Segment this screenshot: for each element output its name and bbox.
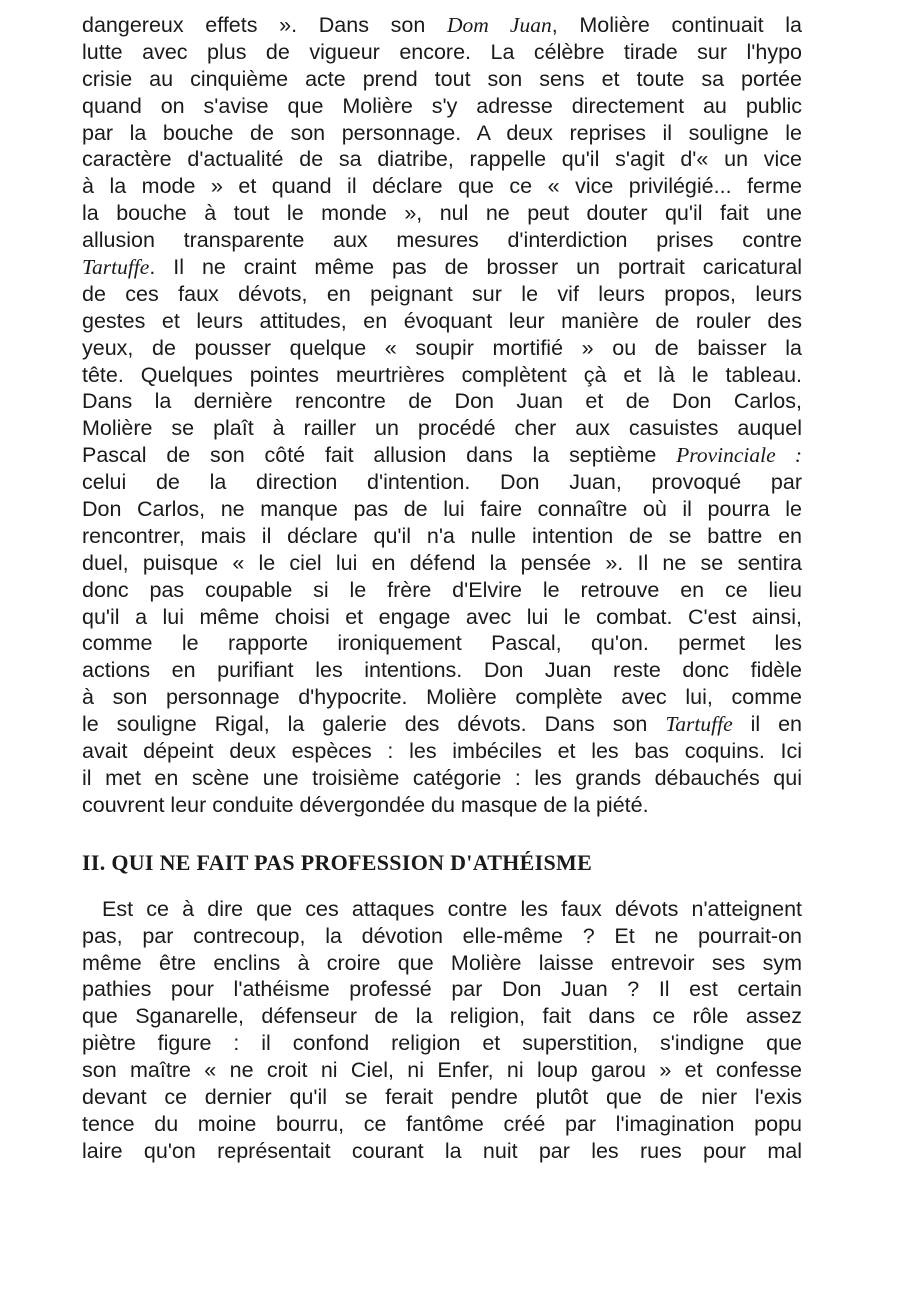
text-run: il en	[732, 712, 802, 737]
text-line: actions en purifiant les intentions. Don Juan reste donc fidèle	[82, 658, 802, 683]
italic-title: Dom Juan	[447, 13, 552, 37]
text-line: piètre figure : il confond religion et superstition, s'indigne que	[82, 1031, 802, 1056]
text-line: Est ce à dire que ces attaques contre les faux dévots n'atteignent	[102, 896, 802, 921]
text-line: allusion transparente aux mesures d'interdiction prises contre	[82, 228, 802, 253]
text-line: Don Carlos, ne manque pas de lui faire connaître où il pourra le	[82, 497, 802, 522]
text-line: à la mode » et quand il déclare que ce « vice privilégié... ferme	[82, 174, 802, 199]
text-line: comme le rapporte ironiquement Pascal, qu'on. permet les	[82, 631, 802, 656]
text-line	[82, 711, 802, 738]
text-line: devant ce dernier qu'il se ferait pendre plutôt que de nier l'exis	[82, 1084, 802, 1109]
text-line: son maître « ne croit ni Ciel, ni Enfer, ni loup garou » et confesse	[82, 1058, 802, 1083]
text-line: rencontrer, mais il déclare qu'il n'a nulle intention de se battre en	[82, 523, 802, 548]
text-line: pathies pour l'athéisme professé par Don Juan ? Il est certain	[82, 977, 802, 1002]
text-line: caractère d'actualité de sa diatribe, rappelle qu'il s'agit d'« un vice	[82, 147, 802, 172]
text-run: . Il ne craint même pas de brosser un portrait caricatural	[149, 255, 802, 280]
text-line: par la bouche de son personnage. A deux reprises il souligne le	[82, 120, 802, 145]
text-line: donc pas coupable si le frère d'Elvire le retrouve en ce lieu	[82, 577, 802, 602]
text-line: Dans la dernière rencontre de Don Juan et de Don Carlos,	[82, 389, 802, 414]
text-line: Molière se plaît à railler un procédé cher aux casuistes auquel	[82, 416, 802, 441]
text-line: celui de la direction d'intention. Don Juan, provoqué par	[82, 470, 802, 495]
text-line: de ces faux dévots, en peignant sur le vif leurs propos, leurs	[82, 281, 802, 306]
text-line: que Sganarelle, défenseur de la religion, fait dans ce rôle assez	[82, 1004, 802, 1029]
text-line: qu'il a lui même choisi et engage avec lui le combat. C'est ainsi,	[82, 604, 802, 629]
text-run: Pascal de son côté fait allusion dans la septième	[82, 443, 677, 468]
text-line: laire qu'on représentait courant la nuit par les rues pour mal	[82, 1138, 802, 1163]
italic-title: Provinciale :	[676, 443, 802, 468]
text-line	[82, 12, 802, 39]
italic-title: Tartuffe	[665, 712, 733, 737]
text-line: tête. Quelques pointes meurtrières complètent çà et là le tableau.	[82, 362, 802, 387]
text-line: crisie au cinquième acte prend tout son sens et toute sa portée	[82, 66, 802, 91]
paragraph-continuation	[82, 12, 802, 819]
text-line	[82, 254, 802, 281]
text-line: duel, puisque « le ciel lui en défend la pensée ». Il ne se sentira	[82, 550, 802, 575]
text-line: même être enclins à croire que Molière laisse entrevoir ses sym	[82, 950, 802, 975]
text-line	[82, 442, 802, 469]
text-line: quand on s'avise que Molière s'y adresse directement au public	[82, 93, 802, 118]
text-line: il met en scène une troisième catégorie : les grands débauchés qui	[82, 765, 802, 790]
text-line: à son personnage d'hypocrite. Molière complète avec lui, comme	[82, 685, 802, 710]
text-line: la bouche à tout le monde », nul ne peut douter qu'il fait une	[82, 201, 802, 226]
text-line: tence du moine bourru, ce fantôme créé par l'imagination popu	[82, 1111, 802, 1136]
text-line: pas, par contrecoup, la dévotion elle-même ? Et ne pourrait-on	[82, 923, 802, 948]
text-run: dangereux effets ». Dans son	[82, 13, 448, 37]
text-line: couvrent leur conduite dévergondée du masque de la piété.	[82, 792, 649, 817]
text-run: , Molière continuait la	[551, 13, 802, 37]
text-line: gestes et leurs attitudes, en évoquant leur manière de rouler des	[82, 308, 802, 333]
section-heading: II. QUI NE FAIT PAS PROFESSION D'ATHÉISME	[82, 849, 593, 875]
text-line: yeux, de pousser quelque « soupir mortifié » ou de baisser la	[82, 335, 802, 360]
document-page	[82, 12, 802, 1165]
text-line: avait dépeint deux espèces : les imbéciles et les bas coquins. Ici	[82, 739, 802, 764]
paragraph-athéisme	[82, 896, 802, 1165]
text-line: lutte avec plus de vigueur encore. La célèbre tirade sur l'hypo	[82, 39, 802, 64]
italic-title: Tartuffe	[82, 255, 150, 280]
text-run: le souligne Rigal, la galerie des dévots. Dans son	[82, 712, 666, 737]
